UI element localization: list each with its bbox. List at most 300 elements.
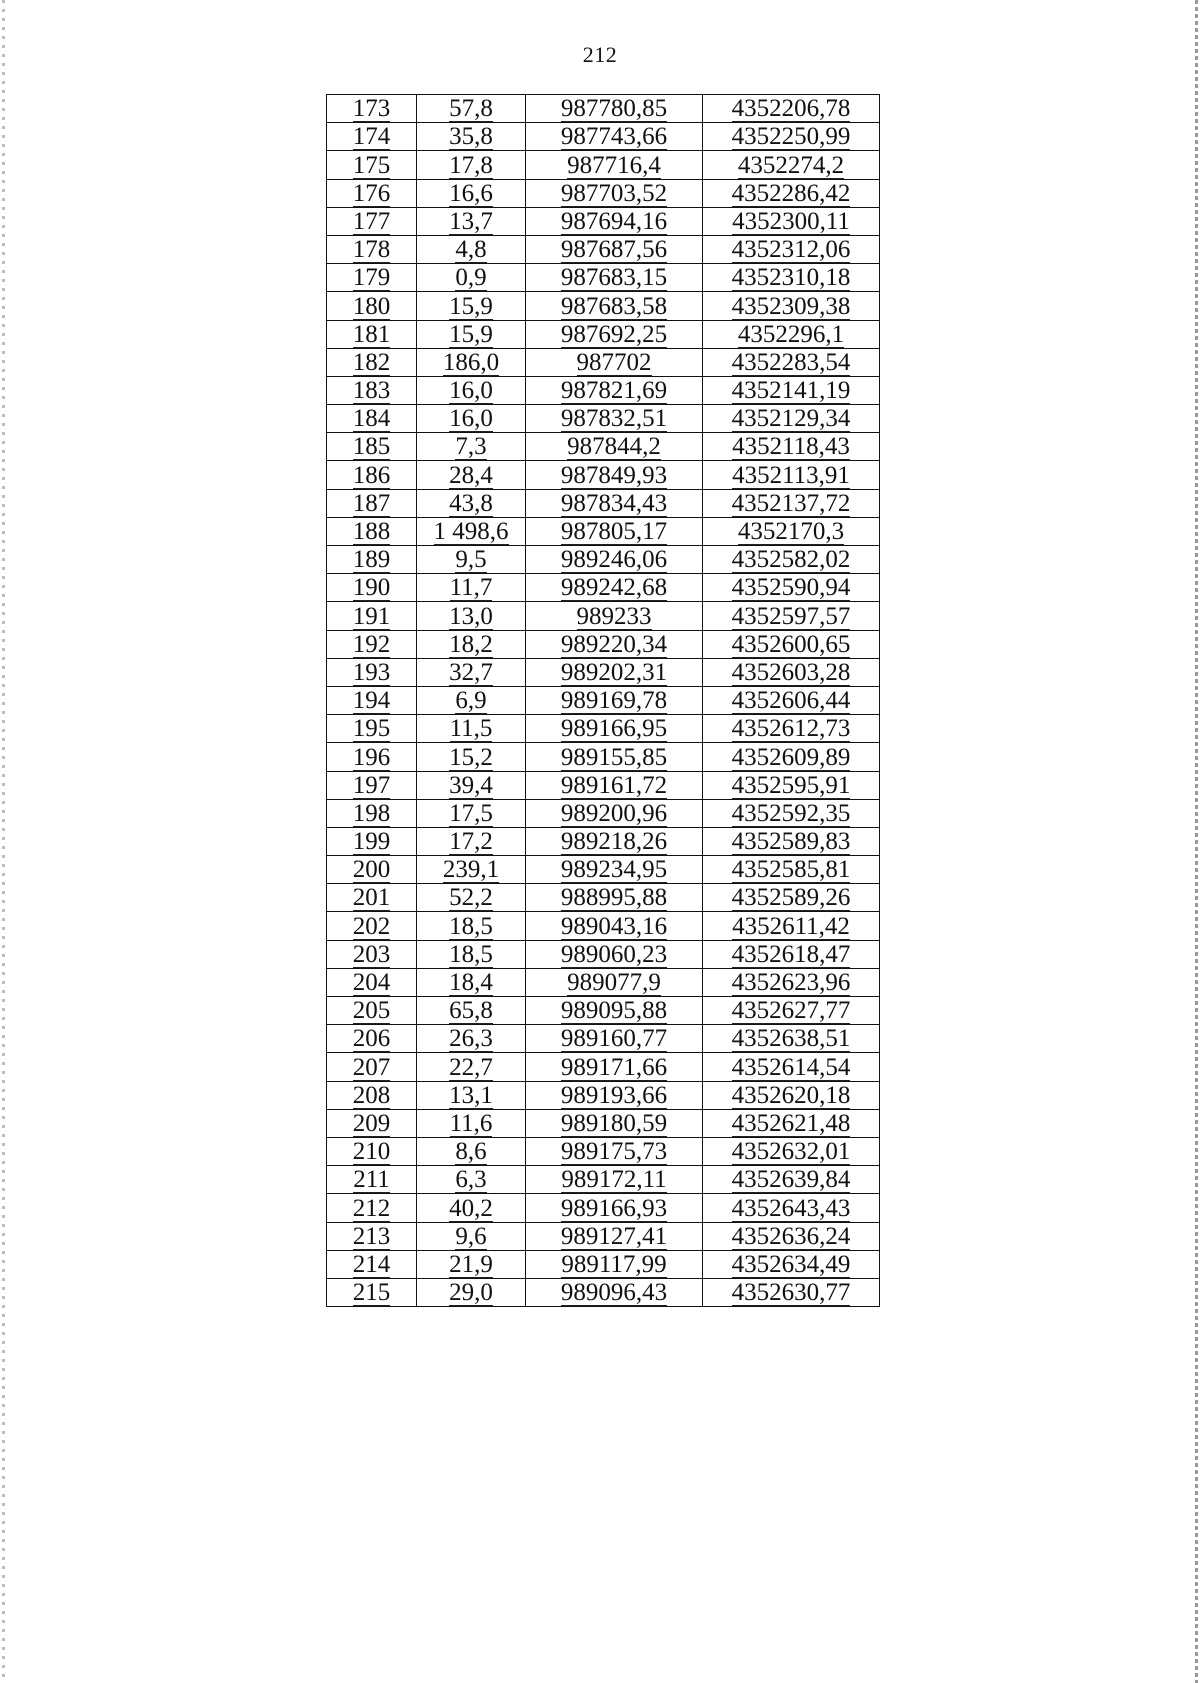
x-coordinate-cell-text: 989077,9 bbox=[567, 969, 661, 996]
point-number-cell-text: 177 bbox=[352, 207, 391, 235]
table-row bbox=[327, 574, 880, 602]
y-coordinate-cell bbox=[703, 1278, 880, 1306]
point-number-cell bbox=[327, 1166, 417, 1194]
distance-cell-text: 239,1 bbox=[442, 856, 500, 884]
distance-cell bbox=[417, 1025, 526, 1053]
x-coordinate-cell bbox=[526, 376, 703, 404]
y-coordinate-cell-text: 4352630,77 bbox=[731, 1279, 851, 1307]
y-coordinate-cell bbox=[703, 630, 880, 658]
x-coordinate-cell bbox=[526, 461, 703, 489]
x-coordinate-cell-text: 987743,66 bbox=[560, 123, 668, 151]
point-number-cell-text: 202 bbox=[352, 912, 391, 940]
distance-cell bbox=[417, 376, 526, 404]
table-row bbox=[327, 968, 880, 996]
x-coordinate-cell bbox=[526, 546, 703, 574]
distance-cell bbox=[417, 1053, 526, 1081]
x-coordinate-cell bbox=[526, 1137, 703, 1165]
y-coordinate-cell-text: 4352206,78 bbox=[731, 95, 851, 123]
distance-cell bbox=[417, 1250, 526, 1278]
point-number-cell-text: 196 bbox=[352, 743, 391, 771]
y-coordinate-cell-text: 4352170,3 bbox=[737, 518, 845, 545]
table-row bbox=[327, 658, 880, 686]
y-coordinate-cell bbox=[703, 743, 880, 771]
x-coordinate-cell-text: 987694,16 bbox=[560, 207, 668, 235]
y-coordinate-cell-text: 4352609,89 bbox=[731, 743, 851, 771]
point-number-cell bbox=[327, 179, 417, 207]
x-coordinate-cell bbox=[526, 320, 703, 348]
x-coordinate-cell-text: 989169,78 bbox=[560, 687, 668, 715]
table-row bbox=[327, 95, 880, 123]
distance-cell bbox=[417, 179, 526, 207]
point-number-cell-text: 212 bbox=[352, 1194, 391, 1222]
point-number-cell-text: 191 bbox=[352, 602, 391, 630]
point-number-cell bbox=[327, 771, 417, 799]
x-coordinate-cell bbox=[526, 348, 703, 376]
distance-cell-text: 43,8 bbox=[449, 489, 493, 517]
point-number-cell bbox=[327, 630, 417, 658]
x-coordinate-cell-text: 989095,88 bbox=[560, 997, 668, 1025]
distance-cell-text: 9,6 bbox=[455, 1222, 487, 1250]
distance-cell-text: 28,4 bbox=[449, 461, 493, 489]
point-number-cell bbox=[327, 912, 417, 940]
x-coordinate-cell bbox=[526, 771, 703, 799]
x-coordinate-cell bbox=[526, 1250, 703, 1278]
x-coordinate-cell bbox=[526, 827, 703, 855]
distance-cell-text: 17,8 bbox=[449, 151, 493, 179]
point-number-cell bbox=[327, 489, 417, 517]
x-coordinate-cell bbox=[526, 1222, 703, 1250]
distance-cell-text: 186,0 bbox=[442, 348, 500, 376]
x-coordinate-cell-text: 989096,43 bbox=[560, 1279, 668, 1307]
y-coordinate-cell-text: 4352638,51 bbox=[731, 1025, 851, 1053]
x-coordinate-cell bbox=[526, 1025, 703, 1053]
point-number-cell bbox=[327, 574, 417, 602]
distance-cell bbox=[417, 123, 526, 151]
distance-cell-text: 52,2 bbox=[449, 884, 493, 912]
x-coordinate-cell bbox=[526, 630, 703, 658]
x-coordinate-cell-text: 989127,41 bbox=[560, 1222, 668, 1250]
x-coordinate-cell-text: 987805,17 bbox=[560, 518, 668, 545]
distance-cell-text: 6,9 bbox=[455, 687, 487, 715]
distance-cell bbox=[417, 602, 526, 630]
x-coordinate-cell-text: 987687,56 bbox=[560, 236, 668, 264]
distance-cell bbox=[417, 1109, 526, 1137]
point-number-cell-text: 184 bbox=[352, 405, 391, 433]
point-number-cell bbox=[327, 405, 417, 433]
y-coordinate-cell-text: 4352312,06 bbox=[731, 236, 851, 264]
x-coordinate-cell-text: 987703,52 bbox=[560, 179, 668, 207]
point-number-cell bbox=[327, 1109, 417, 1137]
x-coordinate-cell bbox=[526, 179, 703, 207]
point-number-cell-text: 175 bbox=[352, 151, 391, 179]
point-number-cell bbox=[327, 743, 417, 771]
point-number-cell-text: 183 bbox=[352, 377, 391, 405]
y-coordinate-cell bbox=[703, 856, 880, 884]
scan-edge-left bbox=[2, 0, 5, 1683]
y-coordinate-cell bbox=[703, 1250, 880, 1278]
table-row bbox=[327, 1053, 880, 1081]
distance-cell bbox=[417, 207, 526, 235]
point-number-cell-text: 209 bbox=[352, 1109, 391, 1137]
y-coordinate-cell bbox=[703, 95, 880, 123]
x-coordinate-cell-text: 989246,06 bbox=[560, 546, 668, 574]
table-row bbox=[327, 743, 880, 771]
point-number-cell-text: 198 bbox=[352, 799, 391, 827]
point-number-cell-text: 205 bbox=[352, 997, 391, 1025]
point-number-cell bbox=[327, 799, 417, 827]
table-row bbox=[327, 997, 880, 1025]
point-number-cell bbox=[327, 827, 417, 855]
x-coordinate-cell bbox=[526, 686, 703, 714]
table-row bbox=[327, 461, 880, 489]
table-row bbox=[327, 433, 880, 461]
point-number-cell-text: 186 bbox=[352, 461, 391, 489]
distance-cell bbox=[417, 1278, 526, 1306]
table-row bbox=[327, 1137, 880, 1165]
y-coordinate-cell bbox=[703, 151, 880, 179]
distance-cell bbox=[417, 405, 526, 433]
x-coordinate-cell bbox=[526, 207, 703, 235]
x-coordinate-cell-text: 989171,66 bbox=[560, 1053, 668, 1081]
point-number-cell-text: 185 bbox=[352, 433, 391, 461]
y-coordinate-cell-text: 4352296,1 bbox=[737, 320, 845, 348]
y-coordinate-cell bbox=[703, 574, 880, 602]
distance-cell-text: 18,2 bbox=[449, 630, 493, 658]
table-row bbox=[327, 264, 880, 292]
point-number-cell-text: 214 bbox=[352, 1250, 391, 1278]
table-row bbox=[327, 715, 880, 743]
point-number-cell-text: 181 bbox=[352, 320, 391, 348]
point-number-cell bbox=[327, 264, 417, 292]
distance-cell bbox=[417, 433, 526, 461]
y-coordinate-cell bbox=[703, 940, 880, 968]
y-coordinate-cell-text: 4352612,73 bbox=[731, 715, 851, 743]
x-coordinate-cell bbox=[526, 799, 703, 827]
point-number-cell bbox=[327, 235, 417, 263]
table-row bbox=[327, 123, 880, 151]
x-coordinate-cell-text: 989155,85 bbox=[560, 743, 668, 771]
y-coordinate-cell bbox=[703, 799, 880, 827]
point-number-cell bbox=[327, 1137, 417, 1165]
point-number-cell-text: 210 bbox=[352, 1138, 391, 1166]
distance-cell-text: 13,0 bbox=[449, 602, 493, 630]
point-number-cell-text: 174 bbox=[352, 123, 391, 151]
table-row bbox=[327, 376, 880, 404]
x-coordinate-cell-text: 987832,51 bbox=[560, 405, 668, 433]
y-coordinate-cell-text: 4352643,43 bbox=[731, 1194, 851, 1222]
y-coordinate-cell-text: 4352634,49 bbox=[731, 1250, 851, 1278]
point-number-cell bbox=[327, 1053, 417, 1081]
distance-cell-text: 4,8 bbox=[455, 236, 487, 264]
point-number-cell-text: 203 bbox=[352, 940, 391, 968]
distance-cell bbox=[417, 517, 526, 545]
distance-cell bbox=[417, 461, 526, 489]
point-number-cell-text: 189 bbox=[352, 546, 391, 574]
x-coordinate-cell-text: 987716,4 bbox=[567, 151, 661, 179]
x-coordinate-cell bbox=[526, 940, 703, 968]
y-coordinate-cell-text: 4352118,43 bbox=[732, 433, 850, 461]
table-row bbox=[327, 179, 880, 207]
point-number-cell-text: 195 bbox=[352, 715, 391, 743]
distance-cell-text: 8,6 bbox=[455, 1138, 487, 1166]
distance-cell-text: 15,2 bbox=[449, 743, 493, 771]
y-coordinate-cell-text: 4352141,19 bbox=[731, 377, 851, 405]
y-coordinate-cell-text: 4352636,24 bbox=[731, 1222, 851, 1250]
y-coordinate-cell bbox=[703, 602, 880, 630]
y-coordinate-cell bbox=[703, 658, 880, 686]
table-row bbox=[327, 292, 880, 320]
y-coordinate-cell-text: 4352310,18 bbox=[731, 264, 851, 292]
point-number-cell-text: 194 bbox=[352, 687, 391, 715]
distance-cell-text: 39,4 bbox=[449, 771, 493, 799]
distance-cell-text: 18,5 bbox=[449, 940, 493, 968]
distance-cell bbox=[417, 968, 526, 996]
y-coordinate-cell bbox=[703, 292, 880, 320]
table-row bbox=[327, 235, 880, 263]
y-coordinate-cell-text: 4352632,01 bbox=[731, 1138, 851, 1166]
table-row bbox=[327, 630, 880, 658]
y-coordinate-cell bbox=[703, 123, 880, 151]
table-row bbox=[327, 151, 880, 179]
coordinates-table-body bbox=[327, 95, 880, 1307]
distance-cell bbox=[417, 799, 526, 827]
distance-cell-text: 11,7 bbox=[449, 574, 493, 602]
x-coordinate-cell-text: 989202,31 bbox=[560, 658, 668, 686]
y-coordinate-cell bbox=[703, 997, 880, 1025]
distance-cell bbox=[417, 320, 526, 348]
table-row bbox=[327, 602, 880, 630]
point-number-cell-text: 208 bbox=[352, 1081, 391, 1109]
x-coordinate-cell bbox=[526, 151, 703, 179]
point-number-cell bbox=[327, 95, 417, 123]
y-coordinate-cell-text: 4352639,84 bbox=[731, 1166, 851, 1194]
distance-cell bbox=[417, 658, 526, 686]
x-coordinate-cell-text: 989175,73 bbox=[560, 1138, 668, 1166]
x-coordinate-cell-text: 989200,96 bbox=[560, 799, 668, 827]
distance-cell bbox=[417, 1166, 526, 1194]
distance-cell bbox=[417, 997, 526, 1025]
distance-cell bbox=[417, 264, 526, 292]
table-row bbox=[327, 1250, 880, 1278]
x-coordinate-cell-text: 987821,69 bbox=[560, 377, 668, 405]
distance-cell-text: 1 498,6 bbox=[433, 518, 509, 545]
scan-edge-right bbox=[1195, 0, 1198, 1683]
x-coordinate-cell-text: 987849,93 bbox=[560, 461, 668, 489]
distance-cell-text: 21,9 bbox=[449, 1250, 493, 1278]
y-coordinate-cell-text: 4352300,11 bbox=[732, 207, 850, 235]
y-coordinate-cell-text: 4352627,77 bbox=[731, 997, 851, 1025]
distance-cell-text: 35,8 bbox=[449, 123, 493, 151]
y-coordinate-cell bbox=[703, 1053, 880, 1081]
y-coordinate-cell-text: 4352283,54 bbox=[731, 348, 851, 376]
y-coordinate-cell bbox=[703, 771, 880, 799]
point-number-cell bbox=[327, 884, 417, 912]
distance-cell-text: 15,9 bbox=[449, 320, 493, 348]
point-number-cell bbox=[327, 940, 417, 968]
table-row bbox=[327, 546, 880, 574]
point-number-cell-text: 197 bbox=[352, 771, 391, 799]
x-coordinate-cell bbox=[526, 997, 703, 1025]
point-number-cell-text: 188 bbox=[352, 518, 391, 545]
x-coordinate-cell bbox=[526, 715, 703, 743]
point-number-cell-text: 182 bbox=[352, 348, 391, 376]
table-row bbox=[327, 940, 880, 968]
point-number-cell bbox=[327, 856, 417, 884]
distance-cell bbox=[417, 95, 526, 123]
point-number-cell-text: 180 bbox=[352, 292, 391, 320]
x-coordinate-cell-text: 989166,93 bbox=[560, 1194, 668, 1222]
y-coordinate-cell bbox=[703, 912, 880, 940]
distance-cell-text: 22,7 bbox=[449, 1053, 493, 1081]
distance-cell bbox=[417, 912, 526, 940]
y-coordinate-cell-text: 4352582,02 bbox=[731, 546, 851, 574]
x-coordinate-cell bbox=[526, 1053, 703, 1081]
x-coordinate-cell-text: 989160,77 bbox=[560, 1025, 668, 1053]
x-coordinate-cell bbox=[526, 856, 703, 884]
x-coordinate-cell bbox=[526, 574, 703, 602]
y-coordinate-cell-text: 4352597,57 bbox=[731, 602, 851, 630]
y-coordinate-cell-text: 4352614,54 bbox=[731, 1053, 851, 1081]
x-coordinate-cell bbox=[526, 517, 703, 545]
distance-cell bbox=[417, 1222, 526, 1250]
table-row bbox=[327, 1081, 880, 1109]
y-coordinate-cell bbox=[703, 1025, 880, 1053]
x-coordinate-cell-text: 987844,2 bbox=[567, 433, 661, 461]
y-coordinate-cell bbox=[703, 715, 880, 743]
point-number-cell-text: 173 bbox=[352, 95, 391, 123]
x-coordinate-cell bbox=[526, 602, 703, 630]
table-row bbox=[327, 1194, 880, 1222]
y-coordinate-cell bbox=[703, 489, 880, 517]
distance-cell-text: 16,6 bbox=[449, 179, 493, 207]
point-number-cell-text: 213 bbox=[352, 1222, 391, 1250]
distance-cell-text: 7,3 bbox=[455, 433, 487, 461]
distance-cell bbox=[417, 686, 526, 714]
x-coordinate-cell-text: 987702 bbox=[576, 348, 652, 376]
point-number-cell-text: 211 bbox=[353, 1166, 390, 1194]
y-coordinate-cell-text: 4352585,81 bbox=[731, 856, 851, 884]
point-number-cell bbox=[327, 602, 417, 630]
point-number-cell bbox=[327, 1081, 417, 1109]
distance-cell-text: 15,9 bbox=[449, 292, 493, 320]
y-coordinate-cell bbox=[703, 517, 880, 545]
table-row bbox=[327, 884, 880, 912]
table-row bbox=[327, 348, 880, 376]
distance-cell-text: 32,7 bbox=[449, 658, 493, 686]
point-number-cell bbox=[327, 461, 417, 489]
x-coordinate-cell bbox=[526, 743, 703, 771]
table-row bbox=[327, 405, 880, 433]
x-coordinate-cell bbox=[526, 1278, 703, 1306]
distance-cell-text: 13,1 bbox=[449, 1081, 493, 1109]
x-coordinate-cell-text: 989233 bbox=[576, 602, 652, 630]
y-coordinate-cell bbox=[703, 433, 880, 461]
y-coordinate-cell bbox=[703, 1222, 880, 1250]
y-coordinate-cell-text: 4352606,44 bbox=[731, 687, 851, 715]
point-number-cell-text: 176 bbox=[352, 179, 391, 207]
x-coordinate-cell bbox=[526, 292, 703, 320]
point-number-cell bbox=[327, 715, 417, 743]
table-row bbox=[327, 1166, 880, 1194]
distance-cell bbox=[417, 940, 526, 968]
x-coordinate-cell bbox=[526, 1081, 703, 1109]
distance-cell bbox=[417, 348, 526, 376]
table-row bbox=[327, 1109, 880, 1137]
x-coordinate-cell-text: 987683,15 bbox=[560, 264, 668, 292]
x-coordinate-cell-text: 987834,43 bbox=[560, 489, 668, 517]
table-row bbox=[327, 799, 880, 827]
y-coordinate-cell bbox=[703, 376, 880, 404]
x-coordinate-cell-text: 989060,23 bbox=[560, 940, 668, 968]
x-coordinate-cell bbox=[526, 968, 703, 996]
y-coordinate-cell bbox=[703, 348, 880, 376]
x-coordinate-cell bbox=[526, 489, 703, 517]
distance-cell bbox=[417, 771, 526, 799]
y-coordinate-cell bbox=[703, 827, 880, 855]
distance-cell-text: 18,5 bbox=[449, 912, 493, 940]
y-coordinate-cell bbox=[703, 968, 880, 996]
x-coordinate-cell-text: 989220,34 bbox=[560, 630, 668, 658]
distance-cell-text: 57,8 bbox=[449, 95, 493, 123]
distance-cell-text: 11,5 bbox=[449, 715, 493, 743]
point-number-cell bbox=[327, 151, 417, 179]
y-coordinate-cell-text: 4352621,48 bbox=[731, 1109, 851, 1137]
y-coordinate-cell bbox=[703, 264, 880, 292]
distance-cell bbox=[417, 827, 526, 855]
point-number-cell-text: 178 bbox=[352, 236, 391, 264]
distance-cell-text: 9,5 bbox=[455, 546, 487, 574]
y-coordinate-cell-text: 4352611,42 bbox=[732, 912, 850, 940]
distance-cell-text: 18,4 bbox=[449, 969, 493, 996]
table-row bbox=[327, 489, 880, 517]
y-coordinate-cell bbox=[703, 546, 880, 574]
x-coordinate-cell-text: 989193,66 bbox=[560, 1081, 668, 1109]
point-number-cell-text: 192 bbox=[352, 630, 391, 658]
distance-cell-text: 40,2 bbox=[449, 1194, 493, 1222]
table-row bbox=[327, 856, 880, 884]
y-coordinate-cell-text: 4352129,34 bbox=[731, 405, 851, 433]
table-row bbox=[327, 686, 880, 714]
y-coordinate-cell-text: 4352603,28 bbox=[731, 658, 851, 686]
table-row bbox=[327, 517, 880, 545]
point-number-cell-text: 207 bbox=[352, 1053, 391, 1081]
point-number-cell bbox=[327, 433, 417, 461]
point-number-cell bbox=[327, 1194, 417, 1222]
coordinates-table bbox=[326, 94, 880, 1307]
point-number-cell bbox=[327, 376, 417, 404]
x-coordinate-cell bbox=[526, 95, 703, 123]
y-coordinate-cell bbox=[703, 1194, 880, 1222]
point-number-cell-text: 215 bbox=[352, 1279, 391, 1307]
x-coordinate-cell bbox=[526, 884, 703, 912]
distance-cell bbox=[417, 489, 526, 517]
point-number-cell bbox=[327, 997, 417, 1025]
y-coordinate-cell bbox=[703, 1081, 880, 1109]
point-number-cell bbox=[327, 320, 417, 348]
y-coordinate-cell-text: 4352618,47 bbox=[731, 940, 851, 968]
y-coordinate-cell-text: 4352589,26 bbox=[731, 884, 851, 912]
point-number-cell-text: 179 bbox=[352, 264, 391, 292]
distance-cell bbox=[417, 151, 526, 179]
distance-cell-text: 17,5 bbox=[449, 799, 493, 827]
point-number-cell bbox=[327, 207, 417, 235]
y-coordinate-cell-text: 4352623,96 bbox=[731, 969, 851, 996]
y-coordinate-cell bbox=[703, 1137, 880, 1165]
distance-cell-text: 26,3 bbox=[449, 1025, 493, 1053]
x-coordinate-cell-text: 987683,58 bbox=[560, 292, 668, 320]
point-number-cell bbox=[327, 546, 417, 574]
distance-cell bbox=[417, 630, 526, 658]
